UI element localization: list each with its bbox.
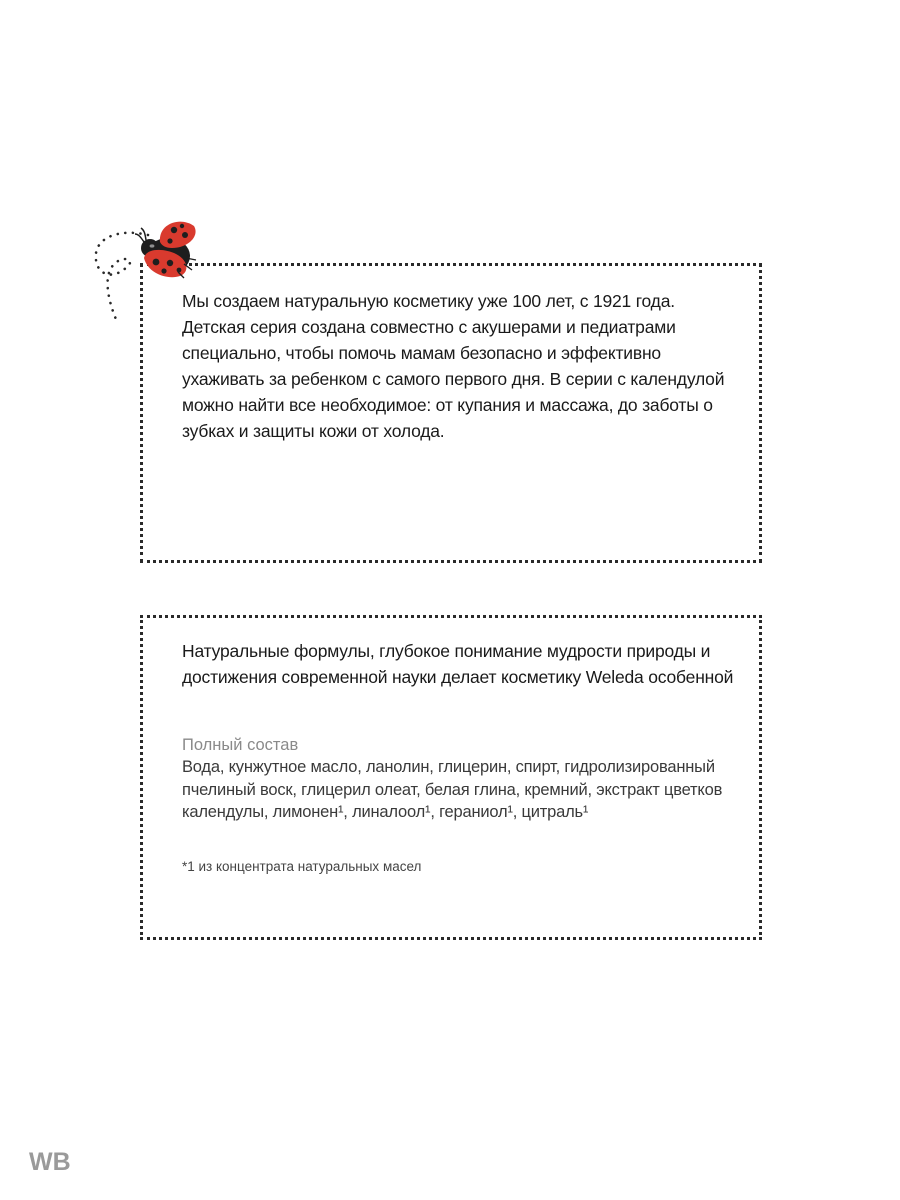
intro-paragraph: Мы создаем натуральную косметику уже 100 лет, с 1921 года. Детская серия создана совместно с акушерами и педиатрами специально, чтобы помочь мамам безопасно и эффективно ухаживать за ребенком с самого первого дня. В серии с календулой можно найти все необходимое: от купания и массажа, до заботы о зубках и защиты кожи от холода. (182, 291, 725, 441)
ladybug-wing-upper (160, 222, 196, 248)
ingredients-list: Вода, кунжутное масло, ланолин, глицерин, спирт, гидролизированный пчелиный воск, глицерил олеат, белая глина, кремний, экстракт цветков календулы, лимонен¹, линалоол¹, гераниол¹, цитраль¹ (182, 758, 723, 821)
ingredients-heading: Полный состав (182, 736, 299, 754)
wb-watermark-logo: WB (29, 1148, 71, 1176)
ingredients-footnote: *1 из концентрата натуральных масел (182, 859, 422, 874)
ladybug-trail (96, 233, 148, 324)
formula-paragraph: Натуральные формулы, глубокое понимание мудрости природы и достижения современной науки делает косметику Weleda особенной (182, 641, 734, 687)
